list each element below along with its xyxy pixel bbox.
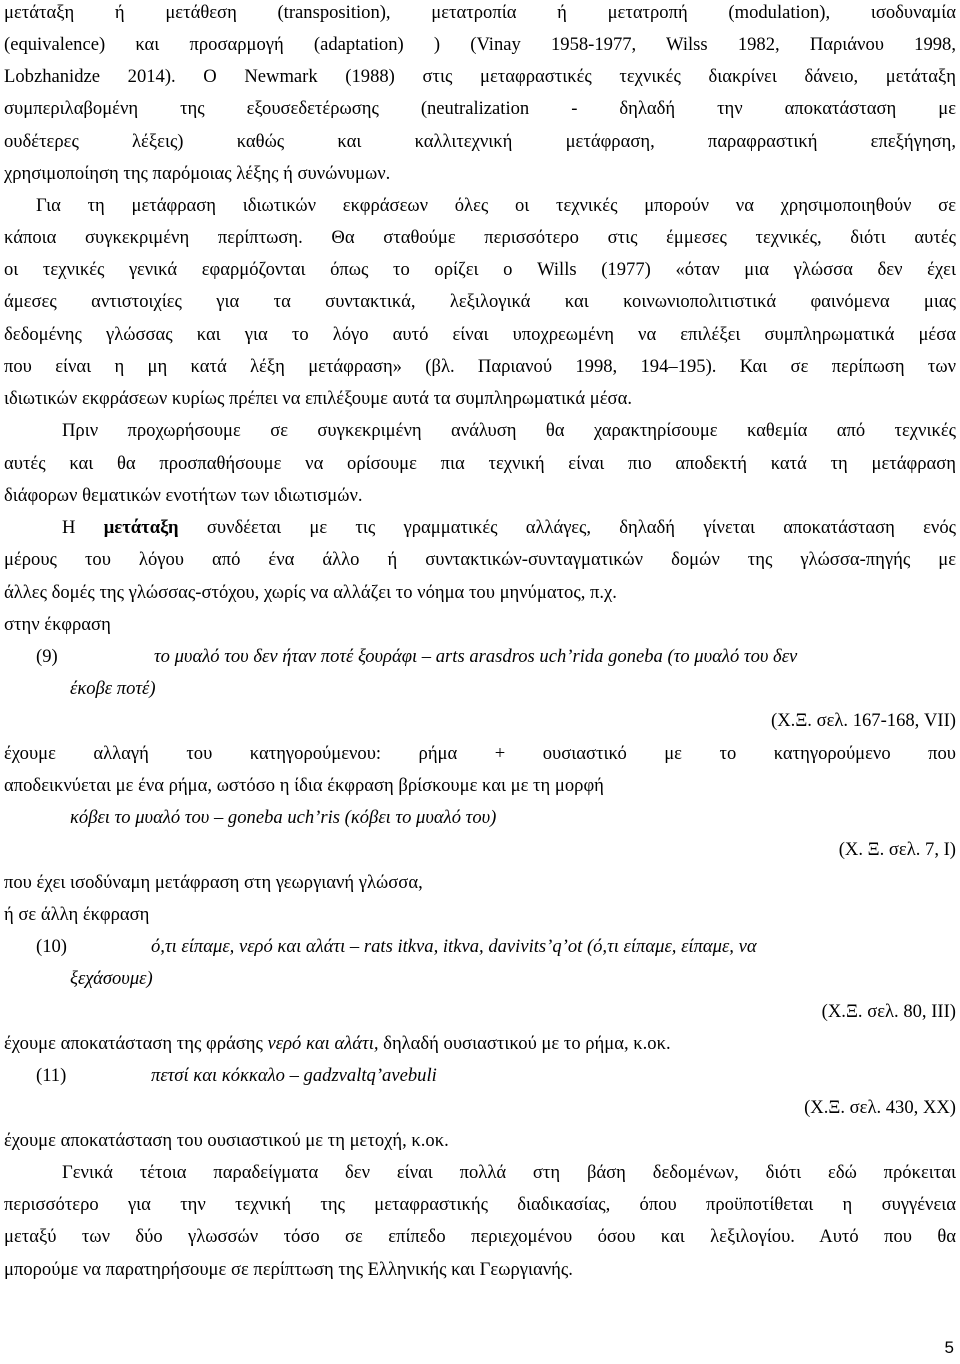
paragraph-3-line: Πριν προχωρήσουμε σε συγκεκριμένη ανάλυση θα χαρακτηρίσουμε καθεμία από τεχνικές — [62, 420, 956, 441]
paragraph-5-line: μεταξύ των δύο γλωσσών τόσο σε επίπεδο περιεχομένου όσου και λεξιλογίου. Αυτό που θα — [4, 1226, 956, 1247]
example-number: (11) — [36, 1065, 67, 1086]
paragraph-4-line: άλλες δομές της γλώσσας-στόχου, χωρίς να αλλάζει το νόημα του μηνύματος, π.χ. — [4, 582, 617, 603]
paragraph-line: έχουμε αλλαγή του κατηγορούμενου: ρήμα + ουσιαστικό με το κατηγορούμενο που — [4, 743, 956, 764]
example-9 — [36, 641, 797, 673]
example-reference: (Χ.Ξ. σελ. 430, XX) — [804, 1097, 956, 1118]
example-reference: (Χ.Ξ. σελ. 167-168, VII) — [771, 710, 956, 731]
paragraph-line: έχουμε αποκατάσταση του ουσιαστικού με τη μετοχή, κ.οκ. — [4, 1130, 449, 1151]
paragraph-2-line: Για τη μετάφραση ιδιωτικών εκφράσεων όλες οι τεχνικές μπορούν να χρησιμοποιηθούν σε — [36, 195, 956, 216]
paragraph-3-line: αυτές και θα προσπαθήσουμε να ορίσουμε πια τεχνική είναι πιο αποδεκτή κατά τη μετάφραση — [4, 453, 956, 474]
paragraph-1-line: (equivalence) και προσαρμογή (adaptation) ) (Vinay 1958-1977, Wilss 1982, Παριάνου 1998, — [4, 34, 956, 55]
paragraph-3-line: διάφορων θεματικών ενοτήτων των ιδιωτισμών. — [4, 485, 363, 506]
example-reference: (Χ. Ξ. σελ. 7, I) — [838, 839, 956, 860]
example-reference: (Χ.Ξ. σελ. 80, III) — [821, 1001, 956, 1022]
paragraph-line: έχουμε αποκατάσταση της φράσης νερό και αλάτι, δηλαδή ουσιαστικού με το ρήμα, κ.οκ. — [4, 1033, 671, 1054]
paragraph-line: ή σε άλλη έκφραση — [4, 904, 150, 925]
paragraph-2-line: ιδιωτικών εκφράσεων κυρίως πρέπει να επιλέξουμε αυτά τα συμπληρωματικά μέσα. — [4, 388, 632, 409]
paragraph-2-line: δεδομένης γλώσσας και για το λόγο αυτό είναι υποχρεωμένη να επιλέξει συμπληρωματικά μέσα — [4, 324, 956, 345]
paragraph-2-line: οι τεχνικές γενικά εφαρμόζονται όπως το ορίζει ο Wills (1977) «όταν μια γλώσσα δεν έχει — [4, 259, 956, 280]
paragraph-4-line: Η μετάταξη συνδέεται με τις γραμματικές αλλάγες, δηλαδή γίνεται αποκατάσταση ενός — [62, 517, 956, 538]
paragraph-1-line: μετάταξη ή μετάθεση (transposition), μετατροπία ή μετατροπή (modulation), ισοδυναμία — [4, 2, 956, 23]
paragraph-5-line: περισσότερο για την τεχνική της μεταφραστικής διαδικασίας, όπου προϋποτίθεται η συγγένεια — [4, 1194, 956, 1215]
page-number: 5 — [944, 1338, 954, 1357]
paragraph-1-line: συμπεριλαβομένη της εξουσεδετέρωσης (neutralization - δηλαδή την αποκατάσταση με — [4, 98, 956, 119]
example-text: το μυαλό του δεν ήταν ποτέ ξουράφι – arts arasdros uch’rida goneba (το μυαλό του δεν — [154, 646, 798, 667]
example-11 — [36, 1060, 437, 1092]
paragraph-line: αποδεικνύεται με ένα ρήμα, ωστόσο η ίδια έκφραση βρίσκουμε και με τη μορφή — [4, 775, 604, 796]
paragraph-4-line: στην έκφραση — [4, 614, 111, 635]
example-10 — [36, 931, 757, 963]
paragraph-5-line: μπορούμε να παρατηρήσουμε σε περίπτωση της Ελληνικής και Γεωργιανής. — [4, 1259, 573, 1280]
paragraph-4-line: μέρους του λόγου από ένα άλλο ή συντακτικών-συνταγματικών δομών της γλώσσα-πηγής με — [4, 549, 956, 570]
paragraph-5-line: Γενικά τέτοια παραδείγματα δεν είναι πολλά στη βάση δεδομένων, διότι εδώ πρόκειται — [62, 1162, 956, 1183]
paragraph-2-line: που είναι η μη κατά λέξη μετάφραση» (βλ. Παριανού 1998, 194–195). Και σε περίπωση των — [4, 356, 956, 377]
example-text-continued: ξεχάσουμε) — [70, 968, 153, 989]
example-text: ό,τι είπαμε, νερό και αλάτι – rats itkva, itkva, davivits’q’ot (ό,τι είπαμε, είπαμε, να — [151, 936, 757, 957]
paragraph-1-line: Lobzhanidze 2014). Ο Newmark (1988) στις μεταφραστικές τεχνικές διακρίνει δάνειο, μετάταξη — [4, 66, 956, 87]
paragraph-2-line: κάποια συγκεκριμένη περίπτωση. Θα σταθούμε περισσότερο στις έμμεσες τεχνικές, διότι αυτές — [4, 227, 956, 248]
example-number: (9) — [36, 646, 58, 667]
example-number: (10) — [36, 936, 67, 957]
paragraph-2-line: άμεσες αντιστοιχίες για τα συντακτικά, λεξιλογικά και κοινωνιοπολιτιστικά φαινόμενα μιας — [4, 291, 956, 312]
example-text: κόβει το μυαλό του – goneba uch’ris (κόβει το μυαλό του) — [70, 807, 497, 828]
term-metataxi: μετάταξη — [103, 517, 179, 538]
paragraph-1-line: ουδέτερες λέξεις) καθώς και καλλιτεχνική μετάφραση, παραφραστική επεξήγηση, — [4, 131, 956, 152]
paragraph-line: που έχει ισοδύναμη μετάφραση στη γεωργιανή γλώσσα, — [4, 872, 423, 893]
example-text-continued: έκοβε ποτέ) — [70, 678, 156, 699]
paragraph-1-line: χρησιμοποίηση της παρόμοιας λέξης ή συνώνυμων. — [4, 163, 391, 184]
example-text: πετσί και κόκκαλο – gadzvaltq’avebuli — [151, 1065, 437, 1086]
